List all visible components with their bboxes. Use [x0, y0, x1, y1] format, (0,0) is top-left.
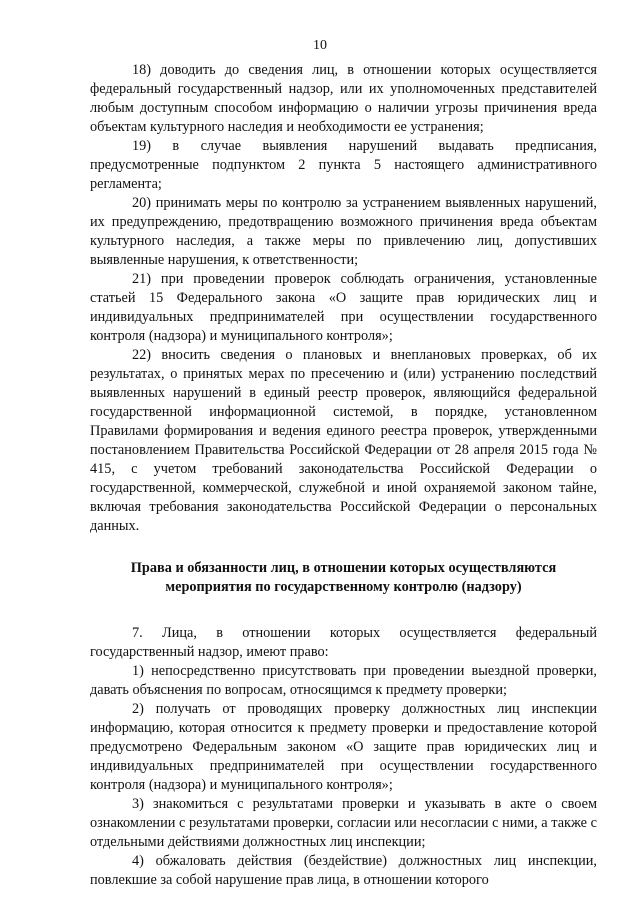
list-item-19: 19) в случае выявления нарушений выдавать предписания, предусмотренные подпунктом 2 пункта 5 настоящего административного регламента;	[90, 138, 597, 192]
page-number: 10	[313, 38, 327, 53]
list-item-18: 18) доводить до сведения лиц, в отношении которых осуществляется федеральный государственный надзор, или их уполномоченных представителей любым доступным способом информацию о наличии угрозы причинения вреда объектам культурного наследия и необходимости ее устранения;	[90, 62, 597, 135]
list-item-20: 20) принимать меры по контролю за устранением выявленных нарушений, их предупреждению, предотвращению возможного причинения вреда объектам культурного наследия, а также меры по привлечению лиц, допустивших выявленные нарушения, к ответственности;	[90, 195, 597, 268]
page-content	[90, 61, 597, 890]
section-heading: Права и обязанности лиц, в отношении которых осуществляются мероприятия по государственному контролю (надзору)	[130, 560, 557, 595]
list-item-21: 21) при проведении проверок соблюдать ограничения, установленные статьей 15 Федерального закона «О защите прав юридических лиц и индивидуальных предпринимателей при осуществлении государственного контроля (надзора) и муниципального контроля»;	[90, 271, 597, 344]
list-item-1: 1) непосредственно присутствовать при проведении выездной проверки, давать объяснения по вопросам, относящимся к предмету проверки;	[90, 663, 597, 698]
list-item-2: 2) получать от проводящих проверку должностных лиц инспекции информацию, которая относится к предмету проверки и предоставление которой предусмотрено Федеральным законом «О защите прав юридических лиц и индивидуальных предпринимателей при осуществлении государственного контроля (надзора) и муниципального контроля»;	[90, 701, 597, 793]
list-item-4: 4) обжаловать действия (бездействие) должностных лиц инспекции, повлекшие за собой нарушение прав лица, в отношении которого	[90, 853, 597, 888]
clause-7: 7. Лица, в отношении которых осуществляется федеральный государственный надзор, имеют право:	[90, 625, 597, 660]
list-item-3: 3) знакомиться с результатами проверки и указывать в акте о своем ознакомлении с результатами проверки, согласии или несогласии с ними, а также с отдельными действиями должностных лиц инспекции;	[90, 796, 597, 850]
list-item-22: 22) вносить сведения о плановых и внеплановых проверках, об их результатах, о принятых мерах по пресечению и (или) устранению последствий выявленных нарушений в единый реестр проверок, являющийся федеральной государственной информационной системой, в порядке, установленном Правилами формирования и ведения единого реестра проверок, утвержденными постановлением Правительства Российской Федерации от 28 апреля 2015 года № 415, с учетом требований законодательства Российской Федерации о государственной, коммерческой, служебной и иной охраняемой законом тайне, включая требования законодательства Российской Федерации о персональных данных.	[90, 347, 597, 534]
